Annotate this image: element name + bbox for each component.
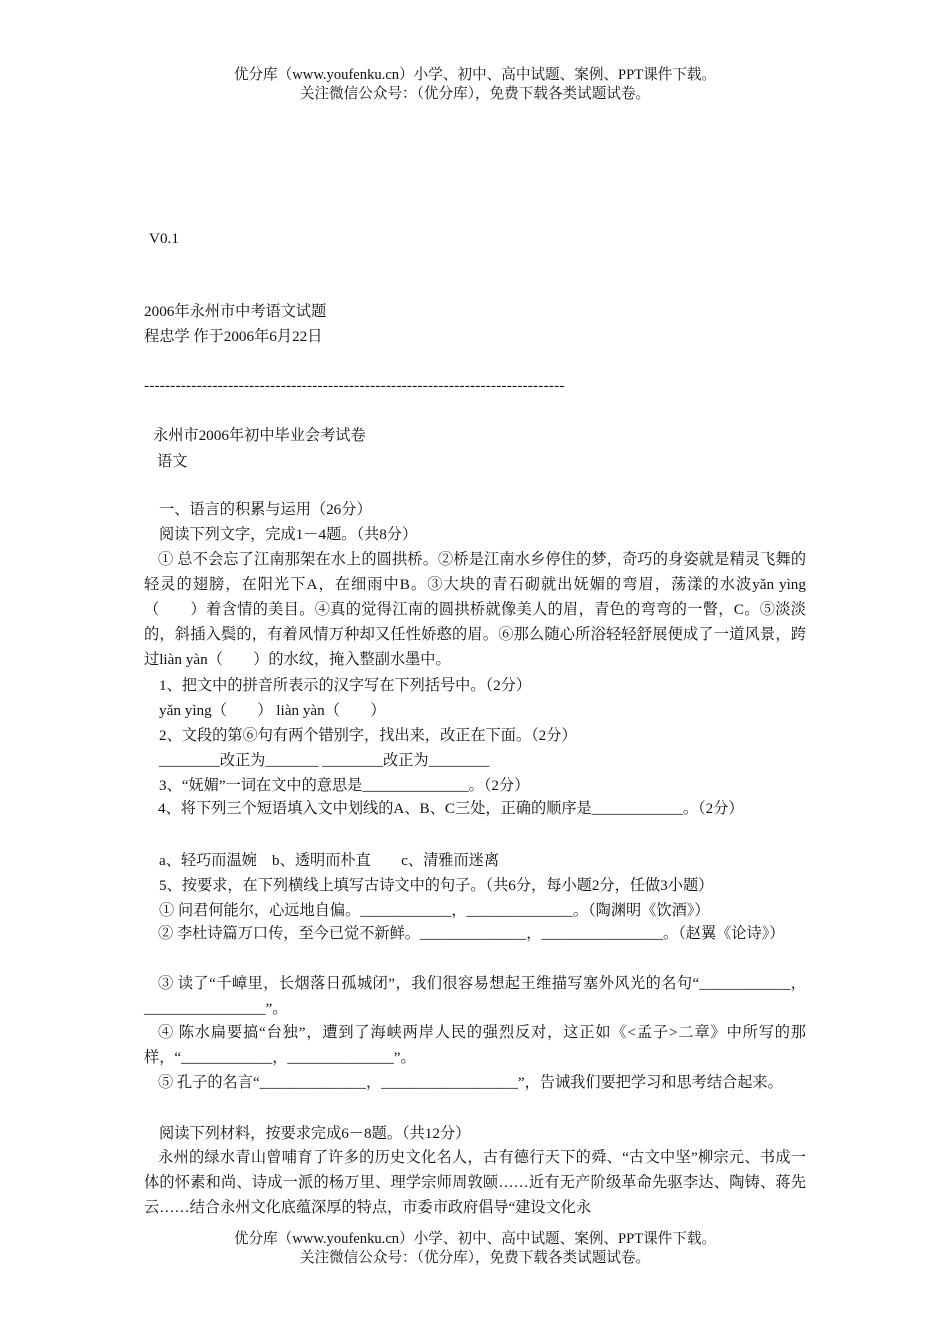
reading-passage-2: 永州的绿水青山曾哺育了许多的历史文化名人，古有德行天下的舜、“古文中坚”柳宗元、书成一体的怀素和尚、诗成一派的杨万里、理学宗师周敦颐……近有无产阶级革命先驱李达、陶铸、蒋先云……结合永州文化底蕴深厚的特点，市委市政府倡导“建设文化永 [144, 1149, 806, 1216]
exam-title: 永州市2006年初中毕业会考试卷 [153, 427, 366, 444]
reading-passage-1: ① 总不会忘了江南那架在水上的圆拱桥。②桥是江南水乡停住的梦，奇巧的身姿就是精灵飞舞的轻灵的翅膀，在阳光下A，在细雨中B。③大块的青石砌就出妩媚的弯眉，荡漾的水波yǎn yìng（ ）着含情的美目。④真的觉得江南的圆拱桥就像美人的眉，青色的弯弯的一瞥，C。⑤淡淡的，斜插入鬓的，有着风情万种却又任性娇憨的眉。⑥那么随心所浴轻轻舒展便成了一道风景，跨过liàn yàn（ ）的水纹，掩入整副水墨中。 [144, 551, 806, 668]
question-5-item-1: ① 问君何能尔，心远地自偏。____________，______________。（陶渊明《饮酒》） [159, 902, 710, 919]
page-header [0, 66, 950, 104]
question-2: 2、文段的第⑥句有两个错别字，找出来，改正在下面。（2分） [159, 727, 577, 744]
question-3: 3、“妩媚”一词在文中的意思是______________。（2分） [159, 777, 530, 794]
header-line-1: 优分库（www.youfenku.cn）小学、初中、高中试题、案例、PPT课件下载。 [233, 67, 717, 83]
page-footer [0, 1230, 950, 1268]
author-line: 程忠学 作于2006年6月22日 [144, 328, 323, 345]
question-4: 4、将下列三个短语填入文中划线的A、B、C三处，正确的顺序是____________。（2分） [158, 800, 744, 817]
separator-line: -------------------------------------------------------------------------------- [144, 377, 565, 394]
document-title: 2006年永州市中考语文试题 [144, 303, 327, 320]
section-1-title: 一、语言的积累与运用（26分） [159, 501, 372, 518]
question-2-blanks: ________改正为_______ ________改正为________ [159, 752, 490, 769]
question-5: 5、按要求，在下列横线上填写古诗文中的句子。（共6分，每小题2分，任做3小题） [159, 877, 714, 894]
question-5-item-5: ⑤ 孔子的名言“______________，__________________”，告诫我们要把学习和思考结合起来。 [158, 1074, 783, 1091]
footer-line-1: 优分库（www.youfenku.cn）小学、初中、高中试题、案例、PPT课件下载。 [233, 1231, 717, 1247]
footer-line-2: 关注微信公众号：（优分库），免费下载各类试题试卷。 [299, 1250, 651, 1266]
question-5-item-3: ③ 读了“千嶂里，长烟落日孤城闭”，我们很容易想起王维描写塞外风光的名句“____________，________________”。 [144, 975, 806, 1017]
question-1-blanks: yǎn yìng（ ） liàn yàn（ ） [159, 702, 386, 719]
subject-label: 语文 [157, 453, 188, 470]
reading-intro-1: 阅读下列文字，完成1－4题。（共8分） [159, 526, 418, 543]
header-line-2: 关注微信公众号：（优分库），免费下载各类试题试卷。 [299, 86, 651, 102]
question-5-item-2: ② 李杜诗篇万口传，至今已觉不新鲜。______________，________________。（赵翼《论诗》） [158, 925, 785, 942]
version-label: V0.1 [149, 230, 179, 247]
question-5-item-4: ④ 陈水扁要搞“台独”，遭到了海峡两岸人民的强烈反对，这正如《<孟子>二章》中所写的那样，“____________，______________”。 [144, 1024, 806, 1066]
question-1: 1、把文中的拼音所表示的汉字写在下列括号中。（2分） [159, 677, 532, 694]
question-4-options: a、轻巧而温婉 b、透明而朴直 c、清雅而迷离 [159, 852, 500, 869]
reading-intro-2: 阅读下列材料，按要求完成6－8题。（共12分） [159, 1125, 471, 1142]
